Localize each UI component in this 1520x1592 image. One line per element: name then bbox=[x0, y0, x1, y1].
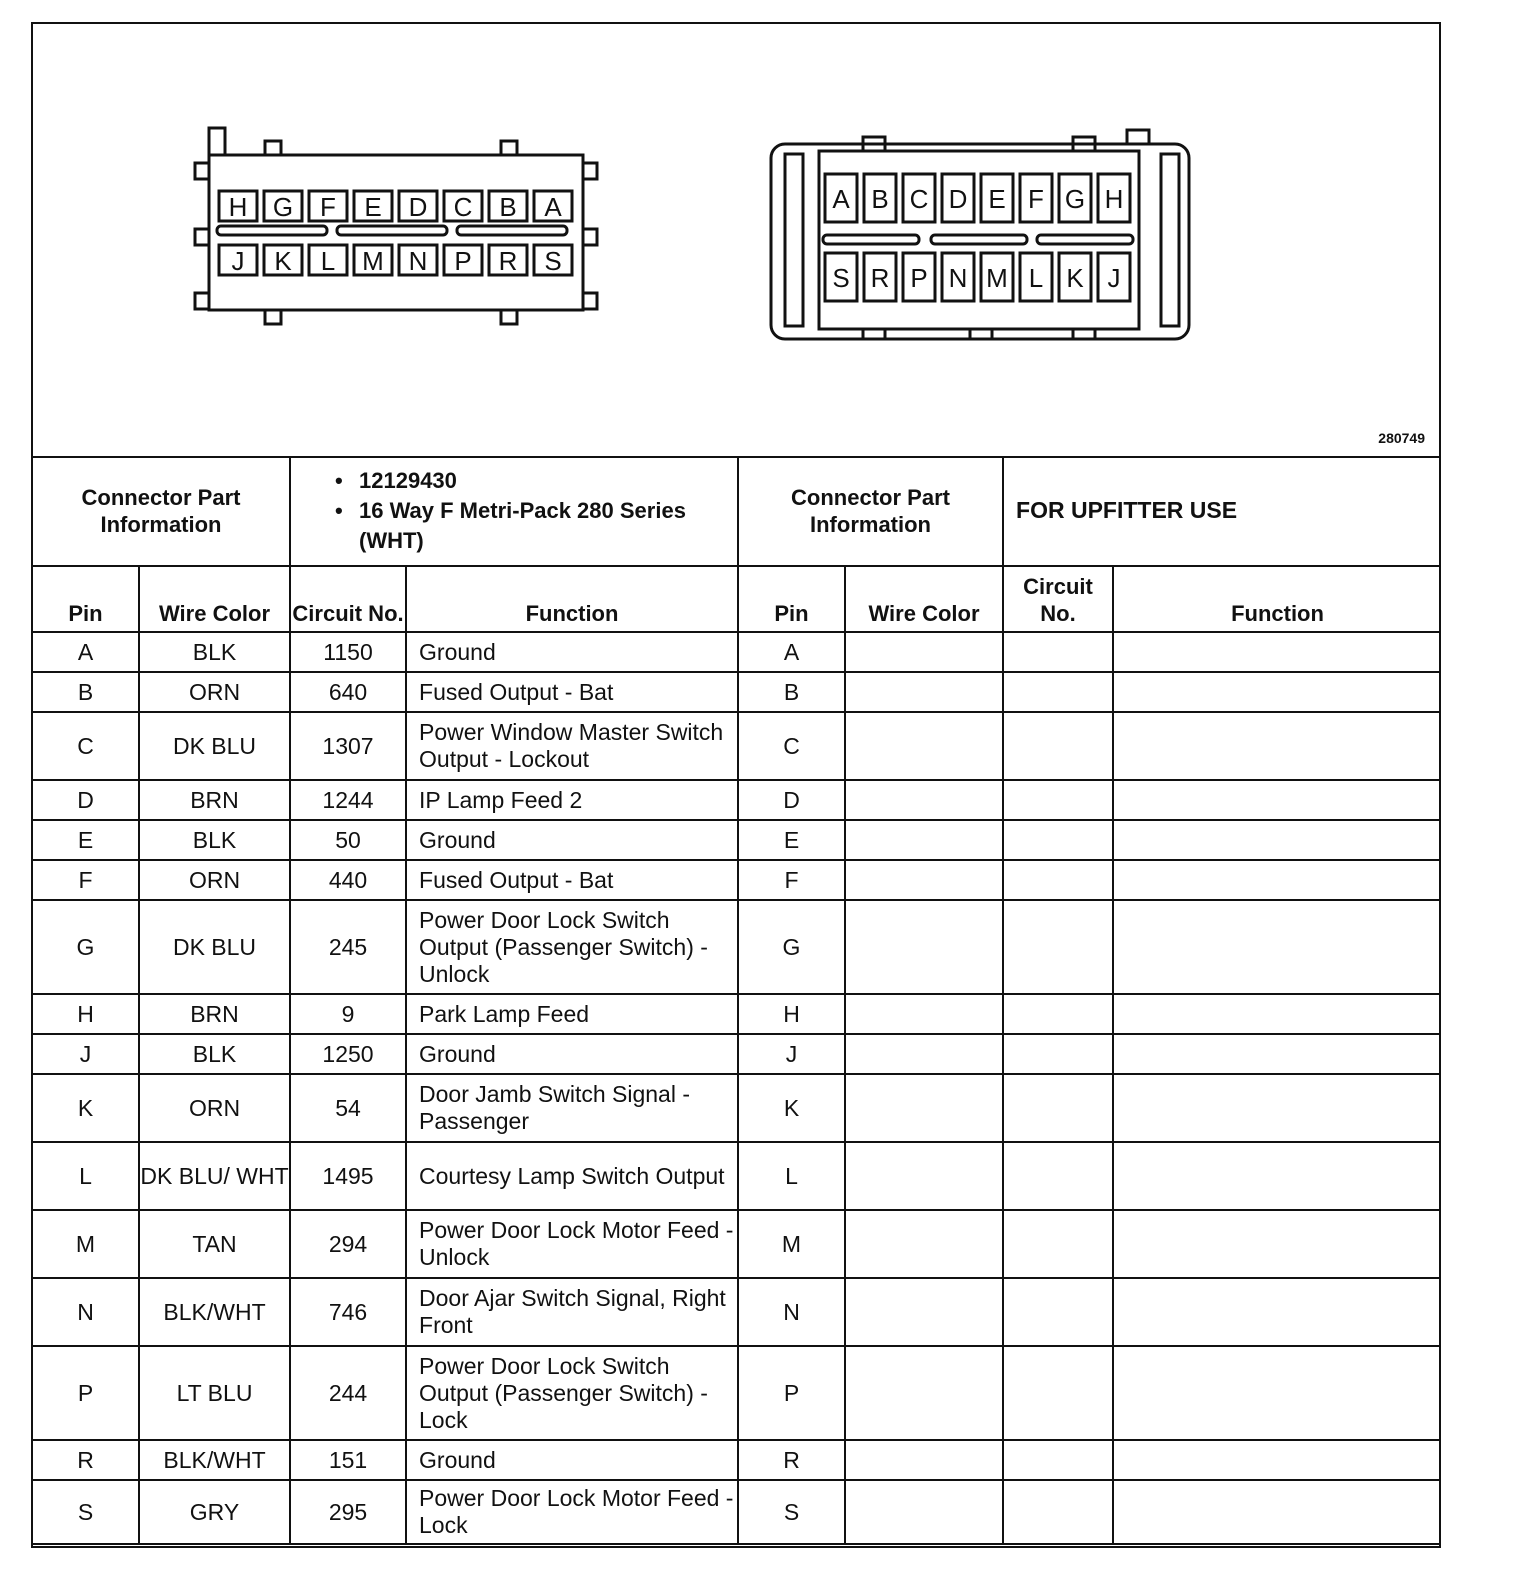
header-pin: Pin bbox=[739, 566, 845, 632]
pin-cell: D bbox=[33, 780, 139, 820]
left-connector-cavity-label: S bbox=[544, 246, 562, 276]
wire-color-cell bbox=[845, 860, 1003, 900]
connector-description: • 16 Way F Metri-Pack 280 Series (WHT) bbox=[335, 496, 737, 556]
right-connector-cavity-label: J bbox=[1107, 263, 1121, 293]
pin-cell: K bbox=[33, 1074, 139, 1142]
circuit-cell: 54 bbox=[290, 1074, 406, 1142]
wire-color-cell: BLK bbox=[139, 1034, 290, 1074]
wire-color-cell bbox=[845, 1142, 1003, 1210]
table-row bbox=[33, 994, 737, 1034]
circuit-cell bbox=[1003, 1034, 1113, 1074]
table-row bbox=[739, 1480, 1441, 1544]
table-row bbox=[33, 1074, 737, 1142]
table-row bbox=[33, 1440, 737, 1480]
wire-color-cell: DK BLU bbox=[139, 712, 290, 780]
circuit-cell: 294 bbox=[290, 1210, 406, 1278]
table-row bbox=[33, 1034, 737, 1074]
header-wire-color: Wire Color bbox=[139, 566, 290, 632]
left-connector-side-tab bbox=[583, 293, 597, 309]
circuit-cell: 245 bbox=[290, 900, 406, 994]
connector-part-info-label: Connector Part Information bbox=[739, 456, 1003, 566]
circuit-cell bbox=[1003, 860, 1113, 900]
pin-cell: H bbox=[33, 994, 139, 1034]
function-cell bbox=[1113, 860, 1441, 900]
table-row bbox=[739, 994, 1441, 1034]
header-function: Function bbox=[406, 566, 737, 632]
pin-cell: G bbox=[33, 900, 139, 994]
table-row bbox=[33, 632, 737, 672]
right-connector-cavity-label: A bbox=[832, 184, 850, 214]
wire-color-cell bbox=[845, 1210, 1003, 1278]
circuit-cell: 440 bbox=[290, 860, 406, 900]
pin-cell: N bbox=[739, 1278, 845, 1346]
wire-color-cell: BLK bbox=[139, 632, 290, 672]
circuit-cell bbox=[1003, 1346, 1113, 1440]
left-connector-cavity-label: K bbox=[274, 246, 292, 276]
function-cell: IP Lamp Feed 2 bbox=[406, 780, 737, 820]
pin-cell: L bbox=[739, 1142, 845, 1210]
function-cell bbox=[1113, 900, 1441, 994]
part-number: • 12129430 bbox=[335, 466, 737, 496]
left-connector-cavity-label: B bbox=[499, 192, 517, 222]
circuit-cell bbox=[1003, 1210, 1113, 1278]
table-row bbox=[33, 1210, 737, 1278]
page-frame bbox=[31, 22, 1441, 1548]
circuit-cell bbox=[1003, 780, 1113, 820]
wire-color-cell bbox=[845, 672, 1003, 712]
wire-color-cell: LT BLU bbox=[139, 1346, 290, 1440]
wire-color-cell bbox=[845, 1480, 1003, 1544]
right-connector-cavity-label: B bbox=[871, 184, 889, 214]
right-connector-tab bbox=[970, 329, 992, 339]
connector-diagram bbox=[33, 24, 1439, 458]
wire-color-cell bbox=[845, 1034, 1003, 1074]
table-row bbox=[739, 1142, 1441, 1210]
circuit-cell: 50 bbox=[290, 820, 406, 860]
left-connector-cavity-label: E bbox=[364, 192, 382, 222]
connector-table-right bbox=[737, 456, 1441, 1545]
wire-color-cell: ORN bbox=[139, 860, 290, 900]
pin-cell: J bbox=[33, 1034, 139, 1074]
pin-cell: F bbox=[739, 860, 845, 900]
left-connector-cavity-label: M bbox=[362, 246, 384, 276]
wire-color-cell: BRN bbox=[139, 780, 290, 820]
table-row bbox=[33, 1142, 737, 1210]
table-row bbox=[33, 712, 737, 780]
header-circuit-no: Circuit No. bbox=[1003, 566, 1113, 632]
right-connector-cavity-label: E bbox=[988, 184, 1006, 214]
function-cell bbox=[1113, 632, 1441, 672]
connector-face-views bbox=[33, 24, 1439, 456]
left-connector-key-slot bbox=[217, 226, 327, 235]
left-connector-side-tab bbox=[195, 293, 209, 309]
pin-cell: R bbox=[33, 1440, 139, 1480]
left-connector-cavity-label: N bbox=[408, 246, 428, 276]
circuit-cell: 1250 bbox=[290, 1034, 406, 1074]
function-cell bbox=[1113, 994, 1441, 1034]
wire-color-cell: BRN bbox=[139, 994, 290, 1034]
header-function: Function bbox=[1113, 566, 1441, 632]
right-connector-cavity-label: G bbox=[1064, 184, 1086, 214]
function-cell bbox=[1113, 1480, 1441, 1544]
table-row bbox=[33, 1346, 737, 1440]
figure-number: 280749 bbox=[1378, 430, 1425, 446]
right-connector-guide-rail bbox=[785, 154, 803, 326]
left-connector-cavity-label: D bbox=[408, 192, 428, 222]
function-cell: Power Door Lock Motor Feed - Lock bbox=[406, 1480, 737, 1544]
table-row bbox=[33, 860, 737, 900]
pin-cell: S bbox=[739, 1480, 845, 1544]
circuit-cell bbox=[1003, 632, 1113, 672]
header-wire-color: Wire Color bbox=[845, 566, 1003, 632]
pin-cell: H bbox=[739, 994, 845, 1034]
function-cell: Fused Output - Bat bbox=[406, 672, 737, 712]
right-connector-cavity-label: N bbox=[948, 263, 968, 293]
right-connector-key-slot bbox=[823, 235, 919, 244]
wire-color-cell: BLK bbox=[139, 820, 290, 860]
function-cell: Ground bbox=[406, 1034, 737, 1074]
left-connector-tab bbox=[501, 310, 517, 324]
pin-cell: A bbox=[739, 632, 845, 672]
function-cell: Power Door Lock Switch Output (Passenger Switch) - Unlock bbox=[406, 900, 737, 994]
function-cell bbox=[1113, 712, 1441, 780]
left-connector-cavity-label: C bbox=[453, 192, 473, 222]
left-connector-body bbox=[209, 155, 583, 310]
pin-cell: C bbox=[739, 712, 845, 780]
connector-part-info-label: Connector Part Information bbox=[33, 456, 290, 566]
wire-color-cell bbox=[845, 1278, 1003, 1346]
function-cell bbox=[1113, 1210, 1441, 1278]
table-row bbox=[739, 1346, 1441, 1440]
function-cell: Door Jamb Switch Signal - Passenger bbox=[406, 1074, 737, 1142]
pin-cell: B bbox=[33, 672, 139, 712]
left-connector-cavity-label: A bbox=[544, 192, 562, 222]
circuit-cell bbox=[1003, 1074, 1113, 1142]
pin-cell: A bbox=[33, 632, 139, 672]
wire-color-cell: DK BLU/ WHT bbox=[139, 1142, 290, 1210]
left-connector-key-slot bbox=[337, 226, 447, 235]
table-row bbox=[739, 780, 1441, 820]
circuit-cell: 640 bbox=[290, 672, 406, 712]
pin-cell: B bbox=[739, 672, 845, 712]
function-cell: Ground bbox=[406, 1440, 737, 1480]
wire-color-cell: TAN bbox=[139, 1210, 290, 1278]
right-connector-cavity-label: P bbox=[910, 263, 928, 293]
left-connector-cavity-label: R bbox=[498, 246, 518, 276]
circuit-cell bbox=[1003, 820, 1113, 860]
circuit-cell bbox=[1003, 1480, 1113, 1544]
pin-cell: K bbox=[739, 1074, 845, 1142]
right-connector-cavity-label: L bbox=[1028, 263, 1044, 293]
right-connector-cavity-label: R bbox=[870, 263, 890, 293]
right-connector-tab bbox=[1073, 329, 1095, 339]
circuit-cell: 1307 bbox=[290, 712, 406, 780]
circuit-cell: 1150 bbox=[290, 632, 406, 672]
table-row bbox=[33, 1480, 737, 1544]
circuit-cell bbox=[1003, 672, 1113, 712]
table-row bbox=[739, 1278, 1441, 1346]
header-circuit-no: Circuit No. bbox=[290, 566, 406, 632]
pin-cell: F bbox=[33, 860, 139, 900]
left-connector-cavity-label: J bbox=[231, 246, 245, 276]
circuit-cell: 244 bbox=[290, 1346, 406, 1440]
table-row bbox=[739, 712, 1441, 780]
wire-color-cell bbox=[845, 900, 1003, 994]
wire-color-cell bbox=[845, 780, 1003, 820]
right-connector-tab bbox=[863, 329, 885, 339]
table-row bbox=[33, 780, 737, 820]
table-row bbox=[33, 672, 737, 712]
function-cell bbox=[1113, 1074, 1441, 1142]
wire-color-cell bbox=[845, 994, 1003, 1034]
wire-color-cell bbox=[845, 1074, 1003, 1142]
function-cell: Park Lamp Feed bbox=[406, 994, 737, 1034]
left-connector-side-tab bbox=[583, 163, 597, 179]
left-connector-tab bbox=[501, 141, 517, 155]
circuit-cell bbox=[1003, 1278, 1113, 1346]
wire-color-cell bbox=[845, 712, 1003, 780]
pin-cell: G bbox=[739, 900, 845, 994]
left-connector-latch bbox=[209, 128, 225, 155]
left-connector-cavity-label: P bbox=[454, 246, 472, 276]
circuit-cell bbox=[1003, 900, 1113, 994]
table-row bbox=[739, 1440, 1441, 1480]
header-pin: Pin bbox=[33, 566, 139, 632]
function-cell bbox=[1113, 672, 1441, 712]
circuit-cell bbox=[1003, 994, 1113, 1034]
table-row bbox=[739, 672, 1441, 712]
pin-cell: M bbox=[739, 1210, 845, 1278]
wire-color-cell: GRY bbox=[139, 1480, 290, 1544]
wire-color-cell bbox=[845, 632, 1003, 672]
right-connector-cavity-label: F bbox=[1028, 184, 1044, 214]
right-connector-tab bbox=[1127, 130, 1149, 144]
pin-cell: P bbox=[33, 1346, 139, 1440]
function-cell bbox=[1113, 1440, 1441, 1480]
wire-color-cell: ORN bbox=[139, 672, 290, 712]
function-cell: Power Window Master Switch Output - Lockout bbox=[406, 712, 737, 780]
right-connector-cavity-label: K bbox=[1066, 263, 1084, 293]
left-connector-side-tab bbox=[195, 229, 209, 245]
function-cell bbox=[1113, 1346, 1441, 1440]
function-cell: Power Door Lock Switch Output (Passenger Switch) - Lock bbox=[406, 1346, 737, 1440]
left-connector-cavity-label: H bbox=[228, 192, 248, 222]
function-cell: Ground bbox=[406, 632, 737, 672]
circuit-cell: 9 bbox=[290, 994, 406, 1034]
pin-cell: J bbox=[739, 1034, 845, 1074]
pin-cell: C bbox=[33, 712, 139, 780]
pin-cell: N bbox=[33, 1278, 139, 1346]
wire-color-cell bbox=[845, 820, 1003, 860]
table-row bbox=[739, 900, 1441, 994]
right-connector-guide-rail bbox=[1161, 154, 1179, 326]
wire-color-cell bbox=[845, 1346, 1003, 1440]
circuit-cell: 746 bbox=[290, 1278, 406, 1346]
right-connector-key-slot bbox=[1037, 235, 1133, 244]
left-connector-side-tab bbox=[583, 229, 597, 245]
table-row bbox=[739, 1210, 1441, 1278]
table-row bbox=[739, 632, 1441, 672]
function-cell bbox=[1113, 820, 1441, 860]
left-connector-tab bbox=[265, 310, 281, 324]
function-cell bbox=[1113, 1034, 1441, 1074]
left-connector-cavity-label: F bbox=[320, 192, 336, 222]
left-connector-tab bbox=[265, 141, 281, 155]
pin-cell: R bbox=[739, 1440, 845, 1480]
pin-cell: D bbox=[739, 780, 845, 820]
function-cell: Ground bbox=[406, 820, 737, 860]
wire-color-cell: DK BLU bbox=[139, 900, 290, 994]
wire-color-cell: BLK/WHT bbox=[139, 1440, 290, 1480]
table-row bbox=[739, 1034, 1441, 1074]
right-connector-cavity-label: M bbox=[986, 263, 1008, 293]
pin-cell: E bbox=[33, 820, 139, 860]
pin-cell: S bbox=[33, 1480, 139, 1544]
connector-part-info-value: FOR UPFITTER USE bbox=[1003, 456, 1441, 566]
connector-part-info-value bbox=[290, 456, 737, 566]
table-row bbox=[33, 900, 737, 994]
function-cell: Power Door Lock Motor Feed - Unlock bbox=[406, 1210, 737, 1278]
circuit-cell: 1244 bbox=[290, 780, 406, 820]
wire-color-cell: ORN bbox=[139, 1074, 290, 1142]
right-connector-cavity-label: S bbox=[832, 263, 850, 293]
circuit-cell: 1495 bbox=[290, 1142, 406, 1210]
pin-cell: P bbox=[739, 1346, 845, 1440]
pin-cell: L bbox=[33, 1142, 139, 1210]
right-connector-cavity-label: C bbox=[909, 184, 929, 214]
circuit-cell bbox=[1003, 712, 1113, 780]
function-cell: Fused Output - Bat bbox=[406, 860, 737, 900]
wire-color-cell bbox=[845, 1440, 1003, 1480]
right-connector-key-slot bbox=[931, 235, 1027, 244]
function-cell bbox=[1113, 1142, 1441, 1210]
left-connector-side-tab bbox=[195, 163, 209, 179]
circuit-cell: 295 bbox=[290, 1480, 406, 1544]
right-connector-cavity-label: D bbox=[948, 184, 968, 214]
connector-table-left bbox=[33, 456, 737, 1545]
pin-cell: M bbox=[33, 1210, 139, 1278]
wire-color-cell: BLK/WHT bbox=[139, 1278, 290, 1346]
right-connector-cavity-label: H bbox=[1104, 184, 1124, 214]
table-row bbox=[33, 820, 737, 860]
circuit-cell bbox=[1003, 1440, 1113, 1480]
table-row bbox=[739, 820, 1441, 860]
function-cell: Door Ajar Switch Signal, Right Front bbox=[406, 1278, 737, 1346]
table-row bbox=[739, 860, 1441, 900]
left-connector-cavity-label: L bbox=[320, 246, 336, 276]
left-connector-key-slot bbox=[457, 226, 567, 235]
circuit-cell bbox=[1003, 1142, 1113, 1210]
table-row bbox=[33, 1278, 737, 1346]
pin-cell: E bbox=[739, 820, 845, 860]
function-cell bbox=[1113, 1278, 1441, 1346]
function-cell bbox=[1113, 780, 1441, 820]
left-connector-cavity-label: G bbox=[272, 192, 294, 222]
function-cell: Courtesy Lamp Switch Output bbox=[406, 1142, 737, 1210]
circuit-cell: 151 bbox=[290, 1440, 406, 1480]
table-row bbox=[739, 1074, 1441, 1142]
